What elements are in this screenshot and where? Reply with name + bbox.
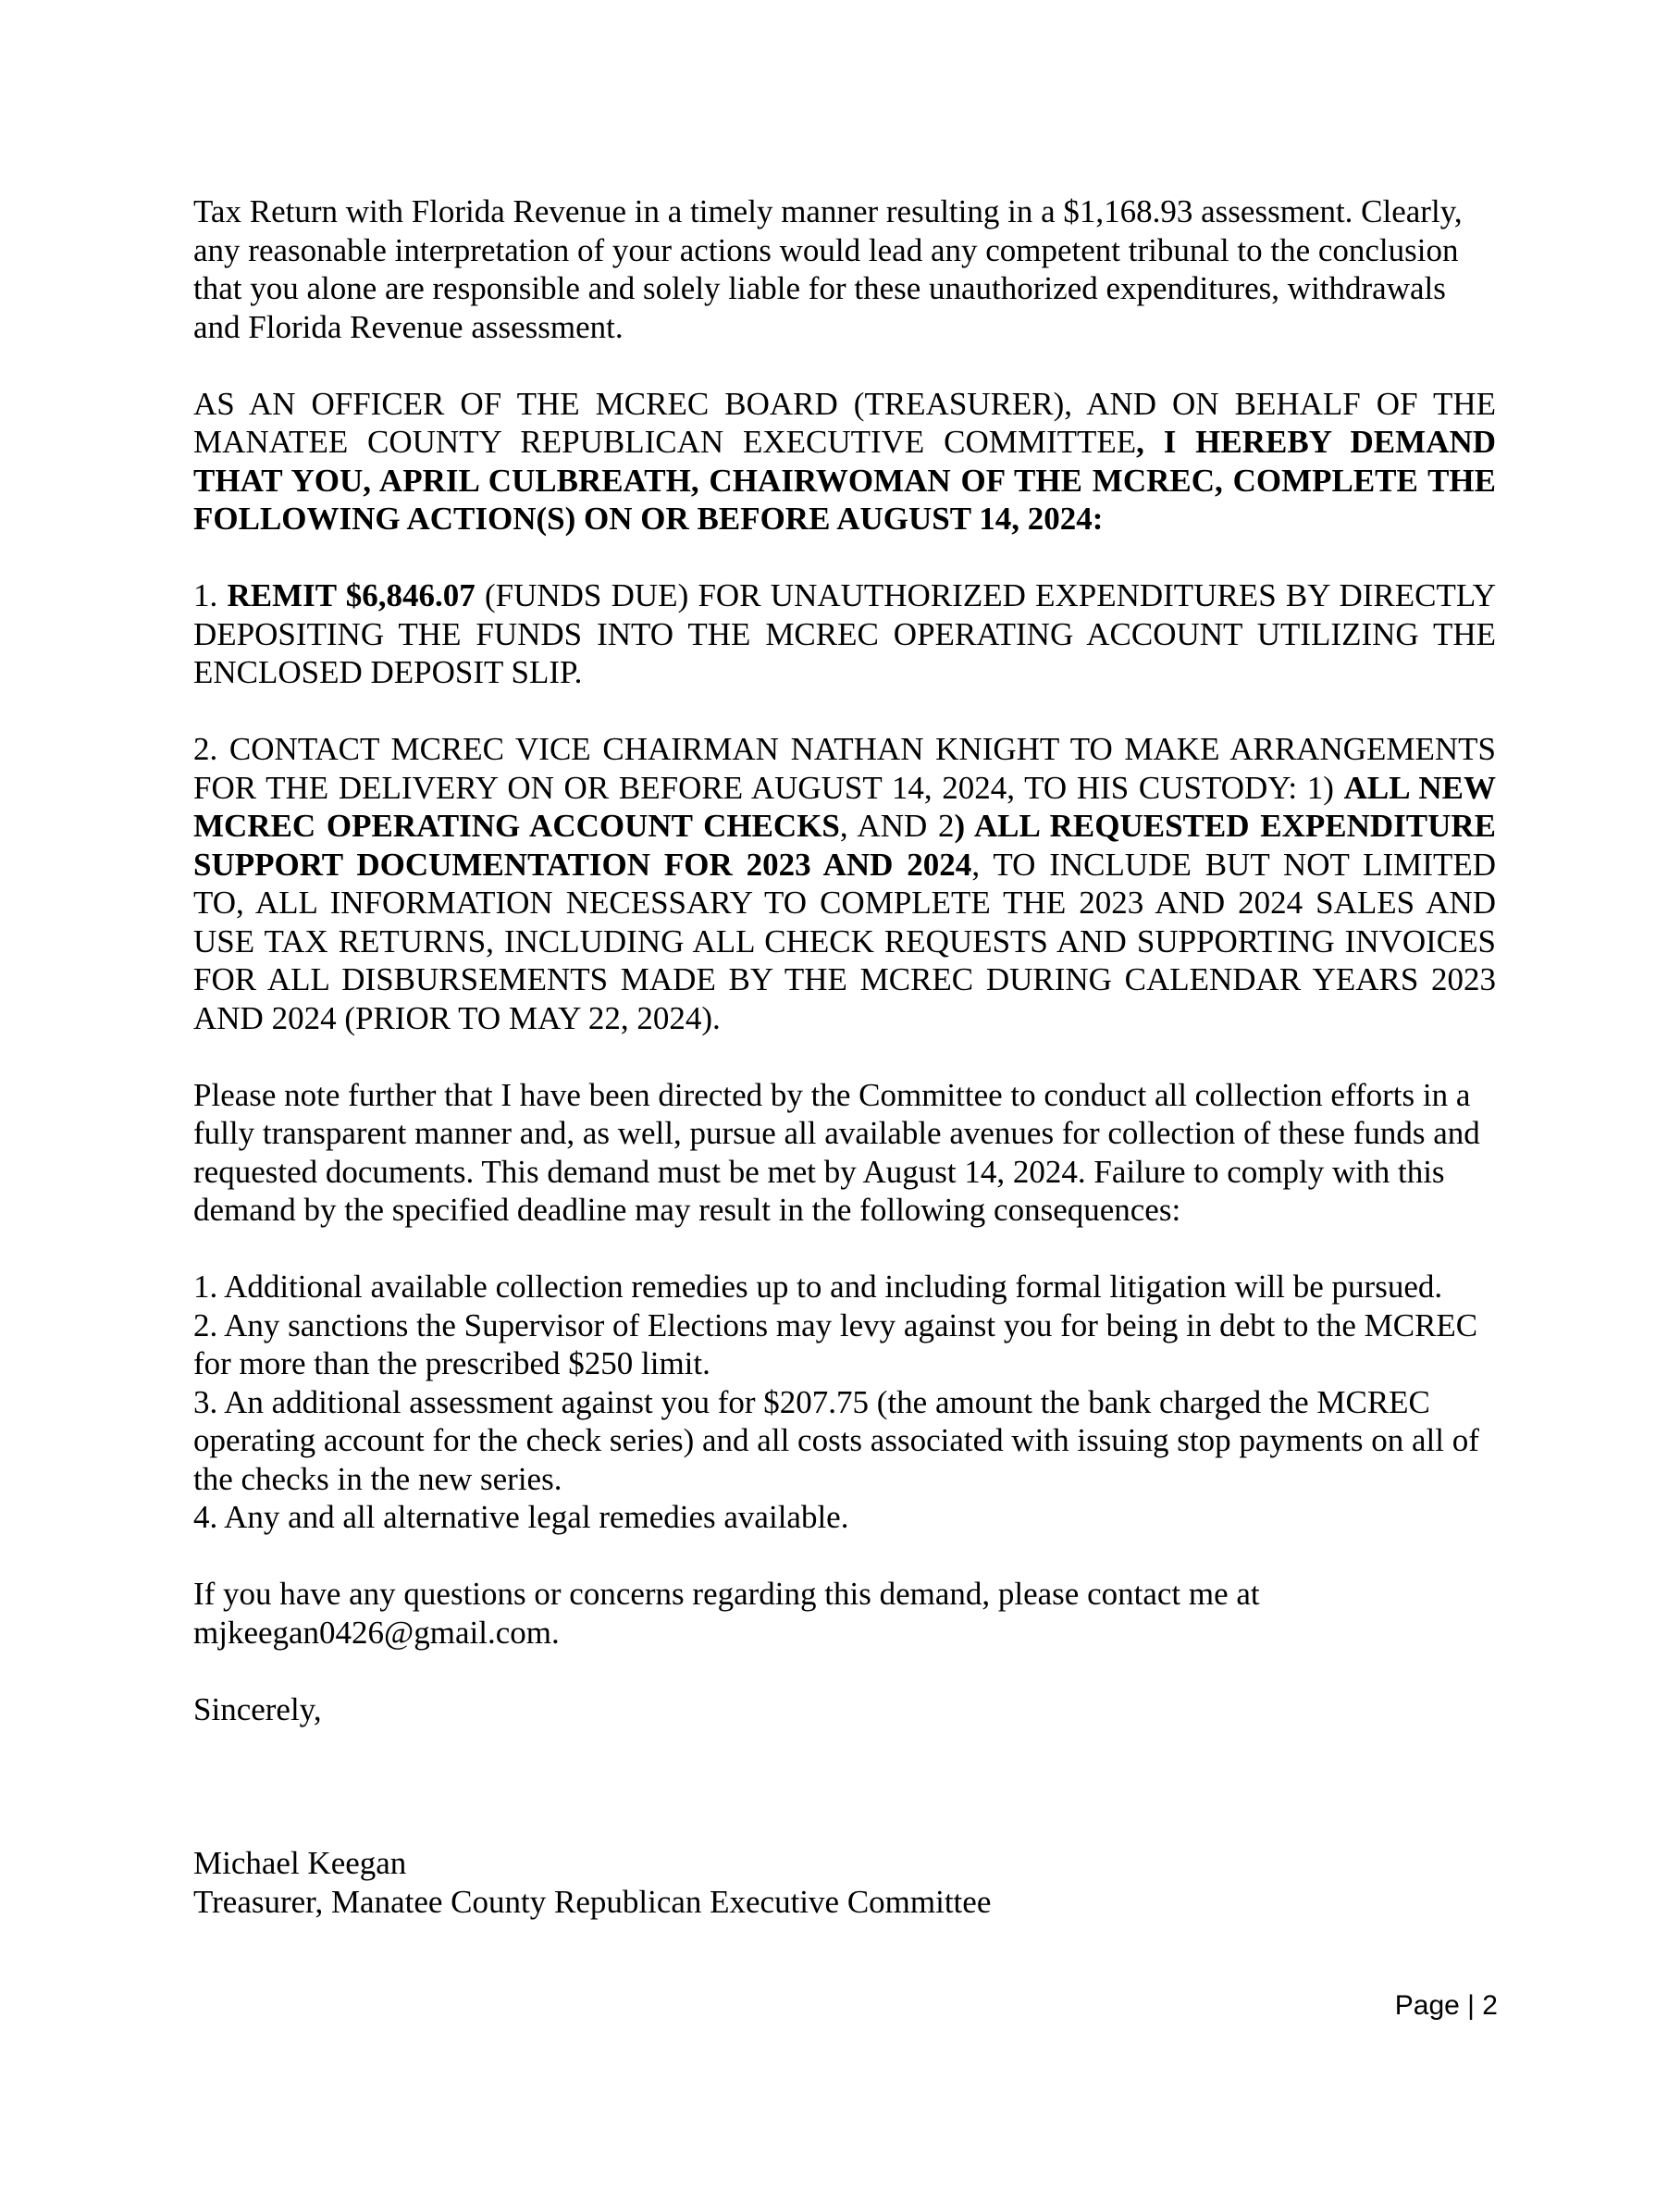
paragraph-note: Please note further that I have been directed by the Committee to conduct all collection efforts in a fully transparent manner and, as well, pursue all available avenues for collection of these funds and requested documents. This demand must be met by August 14, 2024. Failure to comply with this demand by the specified deadline may result in the following consequences: xyxy=(193,1076,1480,1228)
signature-space xyxy=(193,1728,1496,1844)
action-2-bold-documentation: ) ALL REQUESTED EXPENDITURE SUPPORT DOCUMENTATION FOR 2023 AND 2024 xyxy=(193,808,1496,883)
consequence-item: 2. Any sanctions the Supervisor of Elections may levy against you for being in debt to the MCREC for more than the prescribed $250 limit. xyxy=(193,1306,1478,1381)
demand-intro: AS AN OFFICER OF THE MCREC BOARD (TREASURER), AND ON BEHALF OF THE MANATEE COUNTY REPUBLICAN EXECUTIVE COMMITTEE xyxy=(193,385,1496,460)
contact-paragraph: If you have any questions or concerns regarding this demand, please contact me at mjkeegan0426@gmail.com. xyxy=(193,1576,1260,1651)
action-2-text-1: 2. CONTACT MCREC VICE CHAIRMAN NATHAN KNIGHT TO MAKE ARRANGEMENTS FOR THE DELIVERY ON OR BEFORE AUGUST 14, 2024, TO HIS CUSTODY: 1) xyxy=(193,731,1496,806)
page-number: Page | 2 xyxy=(1394,1990,1498,2021)
action-1-remit-amount: REMIT $6,846.07 xyxy=(227,577,476,613)
action-item-2 xyxy=(193,730,1496,1037)
consequences-list xyxy=(193,1268,1496,1537)
paragraph-tax-return: Tax Return with Florida Revenue in a timely manner resulting in a $1,168.93 assessment. Clearly, any reasonable interpretation of your actions would lead any competent tribunal to the conclusion that you alone are responsible and solely liable for these unauthorized expenditures, withdrawals and Florida Revenue assessment. xyxy=(193,193,1463,345)
action-2-text-3: , TO INCLUDE BUT NOT LIMITED TO, ALL INFORMATION NECESSARY TO COMPLETE THE 2023 AND 2024 SALES AND USE TAX RETURNS, INCLUDING ALL CHECK REQUESTS AND SUPPORTING INVOICES FOR ALL DISBURSEMENTS MADE BY THE MCREC DURING CALENDAR YEARS 2023 AND 2024 (PRIOR TO MAY 22, 2024). xyxy=(193,846,1496,1036)
action-item-1 xyxy=(193,576,1496,692)
consequence-item: 4. Any and all alternative legal remedies available. xyxy=(193,1499,849,1535)
demand-bold: , I HEREBY DEMAND THAT YOU, APRIL CULBREATH, CHAIRWOMAN OF THE MCREC, COMPLETE THE FOLLOWING ACTION(S) ON OR BEFORE AUGUST 14, 2024: xyxy=(193,424,1496,537)
action-2-bold-checks: ALL NEW MCREC OPERATING ACCOUNT CHECKS xyxy=(193,769,1496,844)
closing: Sincerely, xyxy=(193,1690,322,1727)
signer-name: Michael Keegan xyxy=(193,1845,407,1881)
signer-title: Treasurer, Manatee County Republican Executive Committee xyxy=(193,1883,992,1920)
action-1-text: (FUNDS DUE) FOR UNAUTHORIZED EXPENDITURES BY DIRECTLY DEPOSITING THE FUNDS INTO THE MCREC OPERATING ACCOUNT UTILIZING THE ENCLOSED DEPOSIT SLIP. xyxy=(193,577,1496,690)
consequence-item: 1. Additional available collection remedies up to and including formal litigation will be pursued. xyxy=(193,1269,1443,1305)
consequence-item: 3. An additional assessment against you for $207.75 (the amount the bank charged the MCREC operating account for the check series) and all costs associated with issuing stop payments on all of the checks in the new series. xyxy=(193,1383,1479,1497)
paragraph-demand xyxy=(193,385,1496,538)
action-1-number: 1. xyxy=(193,577,228,613)
action-2-text-2: , AND 2 xyxy=(839,808,955,844)
letter-body xyxy=(193,192,1496,1921)
